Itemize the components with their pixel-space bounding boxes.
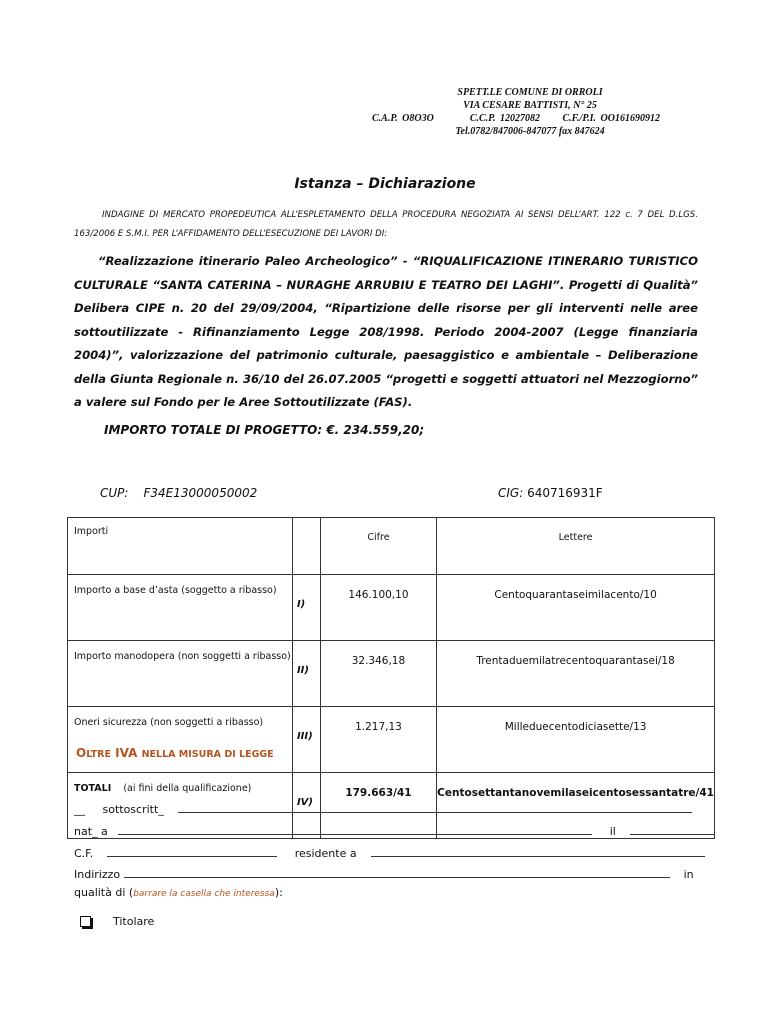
checkbox-icon[interactable] xyxy=(80,916,91,927)
total-label-rest: (ai fini della qualificazione) xyxy=(123,783,252,794)
oltre-o: O xyxy=(76,746,87,760)
row-cifre: 146.100,10 xyxy=(320,575,436,641)
residente-label: residente a xyxy=(294,847,357,860)
form-line-sottoscritto xyxy=(74,801,692,816)
table-row xyxy=(68,575,715,641)
row-label: Oneri sicurezza (non soggetti a ribasso) xyxy=(68,707,293,773)
option-titolare[interactable] xyxy=(80,915,154,928)
total-cifre: 179.663/41 xyxy=(320,773,436,839)
document-title: Istanza – Dichiarazione xyxy=(294,176,476,192)
oltre-ltre: LTRE xyxy=(86,749,111,760)
recipient-ccp: C.C.P. 12027082 xyxy=(469,113,540,124)
oltre-iva-heading xyxy=(76,746,274,760)
intro-paragraph: INDAGINE DI MERCATO PROPEDEUTICA ALL’ESPLETAMENTO DELLA PROCEDURA NEGOZIATA AI SENSI DELL’ART. 122 c. 7 DEL D.LGS. 163/2006 E S.M.I. PER L’AFFIDAMENTO DELL’ESECUZIONE DEI LAVORI DI: xyxy=(74,210,698,239)
cf-field[interactable] xyxy=(107,845,277,857)
il-label: il xyxy=(609,825,616,838)
birthdate-field[interactable] xyxy=(630,823,714,835)
header-empty xyxy=(292,518,320,575)
indirizzo-label: Indirizzo xyxy=(74,868,121,881)
sottoscritt-prefix: __ xyxy=(74,803,85,816)
in-label: in xyxy=(683,868,694,881)
qualita-hint: barrare la casella che interessa xyxy=(133,889,275,899)
row-lettere: Milleduecentodiciasette/13 xyxy=(437,707,715,773)
cig-value: 640716931F xyxy=(527,486,603,500)
row-cifre: 1.217,13 xyxy=(320,707,436,773)
header-lettere: Lettere xyxy=(437,518,715,575)
nato-label: nat_ a xyxy=(74,825,108,838)
row-number: III) xyxy=(292,707,320,773)
recipient-name: SPETT.LE COMUNE DI ORROLI xyxy=(457,87,603,98)
row-label: Importo a base d’asta (soggetto a ribasso) xyxy=(68,575,293,641)
row-label: Importo manodopera (non soggetti a ribasso) xyxy=(68,641,293,707)
oltre-iva: IVA xyxy=(115,746,138,760)
table-header-row xyxy=(68,518,715,575)
project-description: “Realizzazione itinerario Paleo Archeologico” - “RIQUALIFICAZIONE ITINERARIO TURISTICO CULTURALE “SANTA CATERINA – NURAGHE ARRUBIU E TEATRO DEI LAGHI”. Progetti di Qualità” Delibera CIPE n. 20 del 29/09/2004, “Ripartizione delle risorse per gli interventi nelle aree sottoutilizzate - Rifinanziamento Legge 208/1998. Periodo 2004-2007 (Legge finanziaria 2004)”, valorizzazione del patrimonio culturale, paesaggistico e ambientale – Deliberazione della Giunta Regionale n. 36/10 del 26.07.2005 “progetti e soggetti attuatori nel Mezzogiorno” a valere sul Fondo per le Aree Sottoutilizzate (FAS). xyxy=(74,254,698,409)
total-label-bold: TOTALI xyxy=(74,783,112,794)
recipient-tel: Tel.0782/847006-847077 fax 847624 xyxy=(455,126,605,137)
sottoscritto-field[interactable] xyxy=(178,801,692,813)
recipient-codes xyxy=(360,112,700,125)
cf-label: C.F. xyxy=(74,847,94,860)
table-row xyxy=(68,641,715,707)
header-importi: Importi xyxy=(68,518,293,575)
total-lettere: Centosettantanovemilaseicentosessantatre/41 xyxy=(437,773,715,839)
form-line-cf xyxy=(74,845,705,860)
cig-label: CIG: xyxy=(498,486,524,500)
option-titolare-label: Titolare xyxy=(113,915,155,928)
cup-code xyxy=(100,486,257,500)
sottoscritt-label: sottoscritt_ xyxy=(102,803,164,816)
cig-code xyxy=(498,486,603,500)
row-number: I) xyxy=(292,575,320,641)
recipient-address: VIA CESARE BATTISTI, N° 25 xyxy=(463,100,597,111)
cup-value: F34E13000050002 xyxy=(143,486,258,500)
amounts-table xyxy=(67,517,715,839)
header-cifre: Cifre xyxy=(320,518,436,575)
row-cifre: 32.346,18 xyxy=(320,641,436,707)
row-lettere: Centoquarantaseimilacento/10 xyxy=(437,575,715,641)
recipient-cf: C.F./P.I. OO161690912 xyxy=(562,113,660,124)
recipient-header xyxy=(360,86,700,138)
table-row xyxy=(68,707,715,773)
oltre-rest: NELLA MISURA DI LEGGE xyxy=(141,749,274,760)
row-lettere: Trentaduemilatrecentoquarantasei/18 xyxy=(437,641,715,707)
residence-field[interactable] xyxy=(371,845,705,857)
total-project-amount: IMPORTO TOTALE DI PROGETTO: €. 234.559,20; xyxy=(104,423,425,437)
qualita-label: qualità di ( xyxy=(74,886,134,899)
form-line-nato xyxy=(74,823,714,838)
birthplace-field[interactable] xyxy=(118,823,592,835)
recipient-cap: C.A.P. O8O3O xyxy=(372,113,434,124)
form-line-indirizzo xyxy=(74,866,694,881)
form-line-qualita xyxy=(74,886,283,899)
address-field[interactable] xyxy=(124,866,670,878)
qualita-end: ): xyxy=(274,886,283,899)
row-number: II) xyxy=(292,641,320,707)
total-number: IV) xyxy=(292,773,320,839)
cup-label: CUP: xyxy=(100,486,129,500)
